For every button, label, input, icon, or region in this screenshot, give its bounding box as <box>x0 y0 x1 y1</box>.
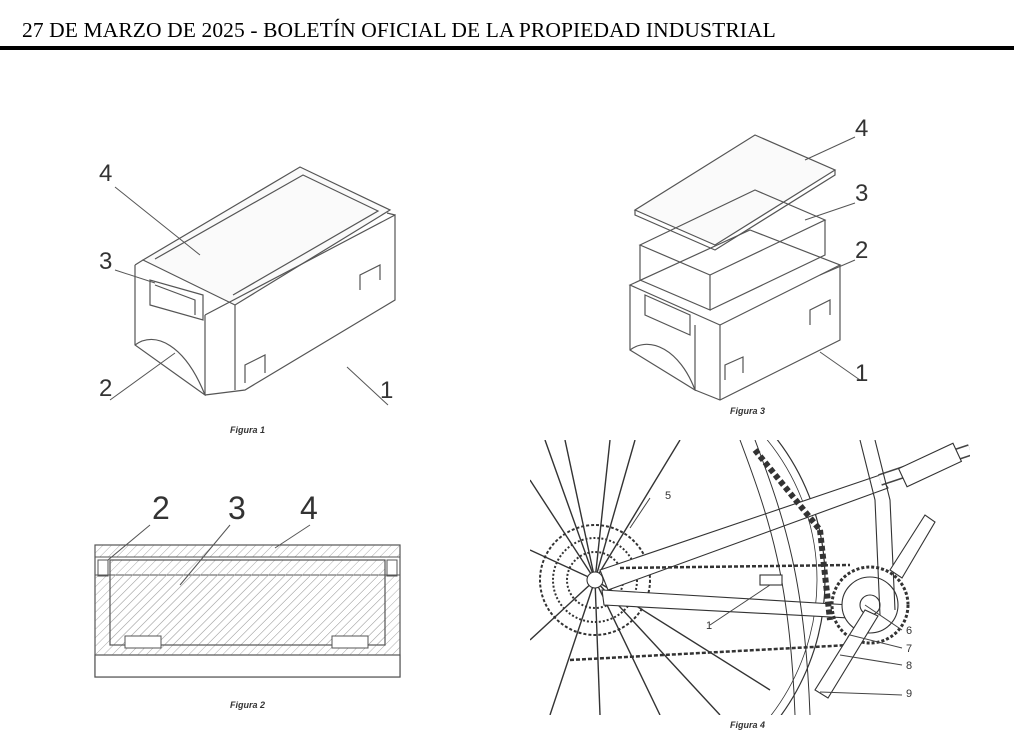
figure-1-caption: Figura 1 <box>230 425 266 435</box>
fig2-label-4: 4 <box>300 490 318 526</box>
figure-2-drawing <box>90 490 410 690</box>
fig3-label-3: 3 <box>855 180 869 207</box>
fig1-label-1: 1 <box>380 377 394 404</box>
fig3-label-2: 2 <box>855 237 869 264</box>
figure-2 <box>90 490 410 690</box>
fig2-label-2: 2 <box>152 490 170 526</box>
page-header <box>0 0 1014 50</box>
fig1-label-4: 4 <box>99 160 113 187</box>
fig1-label-3: 3 <box>99 248 113 275</box>
fig3-label-4: 4 <box>855 115 869 142</box>
figure-1-drawing <box>95 155 415 425</box>
fig1-label-2: 2 <box>99 375 113 402</box>
fig4-label-5: 5 <box>665 490 672 502</box>
fig3-label-1: 1 <box>855 360 869 387</box>
fig4-label-9: 9 <box>906 688 913 700</box>
fig4-label-7: 7 <box>906 643 913 655</box>
fig4-label-6: 6 <box>906 625 913 637</box>
figure-3-drawing <box>625 115 885 405</box>
figure-2-caption: Figura 2 <box>230 700 266 710</box>
figure-4-drawing <box>530 440 970 715</box>
figure-4-caption: Figura 4 <box>730 720 766 730</box>
figure-1 <box>95 155 415 425</box>
fig4-label-1: 1 <box>706 620 713 632</box>
figure-3 <box>625 115 885 405</box>
header-rule <box>0 46 1014 50</box>
figure-4 <box>530 440 970 715</box>
figure-3-caption: Figura 3 <box>730 406 766 416</box>
fig4-label-8: 8 <box>906 660 913 672</box>
bulletin-title: 27 DE MARZO DE 2025 - BOLETÍN OFICIAL DE LA PROPIEDAD INDUSTRIAL <box>22 18 776 42</box>
fig2-label-3: 3 <box>228 490 246 526</box>
